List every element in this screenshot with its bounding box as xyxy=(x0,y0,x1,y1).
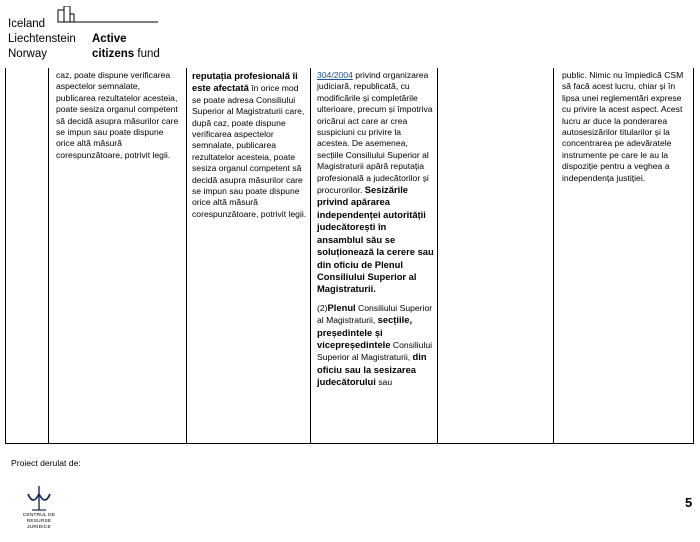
scales-logo-icon xyxy=(24,484,54,512)
active-citizens-fund-logo-icon xyxy=(52,6,172,28)
table-column-1 xyxy=(6,68,49,443)
country-liechtenstein: Liechtenstein xyxy=(8,33,76,45)
fund-name-line1: Active xyxy=(92,33,127,45)
table-column-3 xyxy=(187,68,311,443)
table-cell-text: reputația profesională îi este afectată în orice mod se poate adresa Consiliului Superior al Magistraturii care, după caz, poate dispune verificarea aspectelor semnalate, publicarea rezultatelor acesteia, poate sesiza organul competent să decidă asupra măsurilor care se impun sau poate dispune orice altă măsură corespunzătoare, potrivit legii. xyxy=(192,70,307,219)
table-column-6 xyxy=(554,68,693,443)
table-column-4 xyxy=(311,68,438,443)
legislation-comparison-table xyxy=(5,68,694,444)
table-column-2 xyxy=(49,68,187,443)
project-label: Proiect derulat de: xyxy=(11,458,81,468)
fund-name-line2: citizens fund xyxy=(92,48,160,60)
table-cell-text: 304/2004 privind organizarea judiciară, republicată, cu modificările și completările ulterioare, precum și împotriva oricărui act care ar crea suspiciuni cu privire la acestea. De asemenea, secțiile Consiliului Superior al Magistraturii apără reputația profesională a judecătorilor și procurorilor. Sesizările privind apărarea independenței autorității judecătorești în ansamblul său se soluționează la cerere sau din oficiu de Plenul Consiliului Superior al Magistraturii. (2)Plenul Consiliului Superior al Magistraturii, secțiile, președintele și vicepreședintele Consiliului Superior al Magistraturii, din oficiu sau la sesizarea judecătorului sau xyxy=(317,70,434,388)
table-column-5 xyxy=(438,68,554,443)
law-link[interactable]: 304/2004 xyxy=(317,70,353,80)
table-cell-text: caz, poate dispune verificarea aspectelor semnalate, publicarea rezultatelor acesteia, poate sesiza organul competent să decidă asupra măsurilor care se impun sau poate dispune orice altă măsură corespunzătoare, potrivit legii. xyxy=(56,70,179,160)
logo-text: CENTRUL DE RESURSE JURIDICE xyxy=(22,513,56,530)
page-number: 5 xyxy=(685,495,693,510)
table-cell-text: public. Nimic nu împiedică CSM să facă acest lucru, chiar și în lipsa unei reglementări exprese cu privire la acest aspect. Acest lucru ar duce la ponderarea autosesizărilor titularilor și la concentrarea pe adevăratele instrumente pe care le au la dispoziție pentru a veghea a independența justiției. xyxy=(562,70,684,183)
country-norway: Norway xyxy=(8,48,47,60)
crj-logo xyxy=(14,484,84,532)
eea-grants-header xyxy=(8,6,168,62)
country-iceland: Iceland xyxy=(8,18,46,30)
